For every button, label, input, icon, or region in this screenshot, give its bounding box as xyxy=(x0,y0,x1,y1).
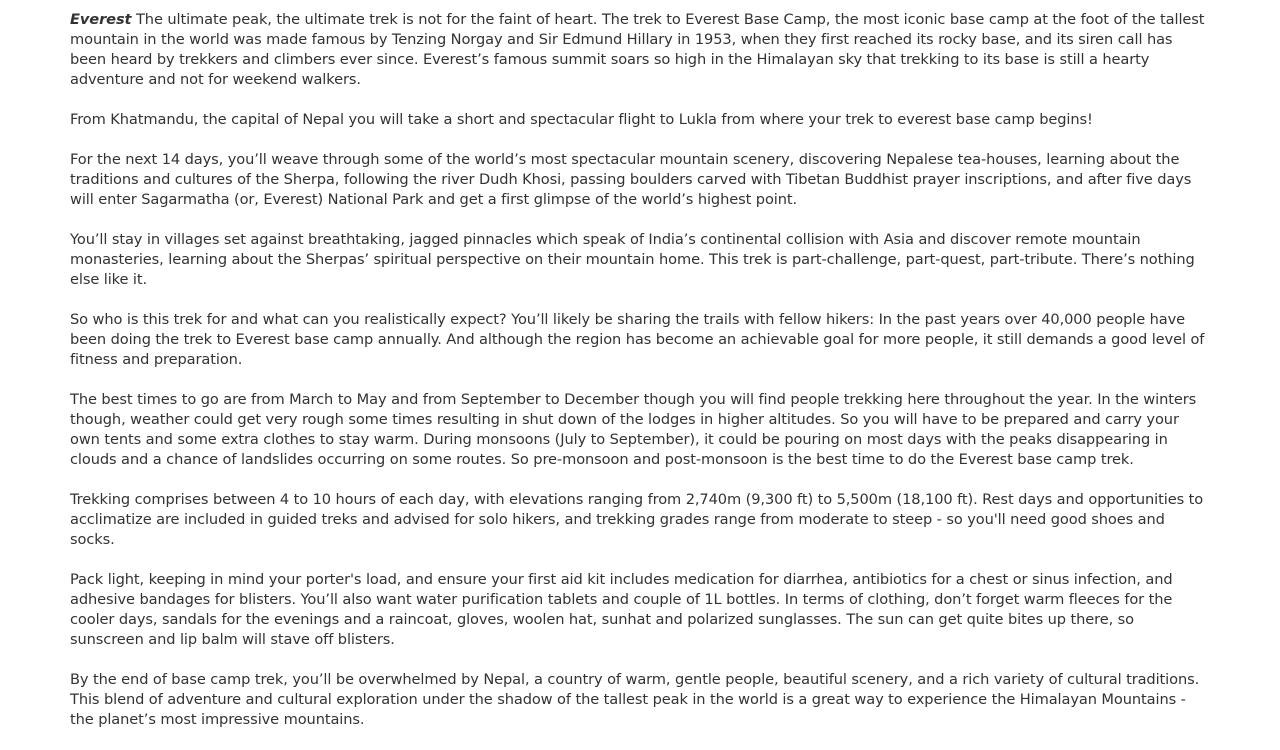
paragraph-trekking-hours: Trekking comprises between 4 to 10 hours of each day, with elevations ranging from 2,740m (9,300 ft) to 5,500m (18,100 ft). Rest days and opportunities to acclimatize are included in guided treks and advised for solo hikers, and trekking grades range from moderate to steep - so you'll need good shoes and socks. xyxy=(70,491,1204,548)
paragraph-flight: From Khatmandu, the capital of Nepal you will take a short and spectacular flight to Lukla from where your trek to everest base camp begins! xyxy=(70,111,1093,128)
intro-text: The ultimate peak, the ultimate trek is not for the faint of heart. The trek to Everest Base Camp, the most iconic base camp at the foot of the tallest mountain in the world was made famous by Tenzing Norgay and Sir Edmund Hillary in 1953, when they first reached its rocky base, and its siren call has been heard by trekkers and climbers ever since. Everest’s famous summit soars so high in the Himalayan sky that trekking to its base is still a hearty adventure and not for weekend walkers. xyxy=(70,11,1205,88)
paragraph-best-times: The best times to go are from March to May and from September to December though you will find people trekking here throughout the year. In the winters though, weather could get very rough some times resulting in shut down of the lodges in higher altitudes. So you will have to be prepared and carry your own tents and some extra clothes to stay warm. During monsoons (July to September), it could be pouring on most days with the peaks disappearing in clouds and a chance of landslides occurring on some routes. So pre-monsoon and post-monsoon is the best time to do the Everest base camp trek. xyxy=(70,391,1197,468)
paragraph-villages: You’ll stay in villages set against breathtaking, jagged pinnacles which speak of India’s continental collision with Asia and discover remote mountain monasteries, learning about the Sherpas’ spiritual perspective on their mountain home. This trek is part-challenge, part-quest, part-tribute. There’s nothing else like it. xyxy=(70,231,1195,288)
intro-paragraph xyxy=(70,10,1210,90)
article-body xyxy=(70,10,1210,750)
paragraph-who: So who is this trek for and what can you realistically expect? You’ll likely be sharing the trails with fellow hikers: In the past years over 40,000 people have been doing the trek to Everest base camp annually. And although the region has become an achievable goal for more people, it still demands a good level of fitness and preparation. xyxy=(70,311,1205,368)
paragraph-conclusion: By the end of base camp trek, you’ll be overwhelmed by Nepal, a country of warm, gentle people, beautiful scenery, and a rich variety of cultural traditions. This blend of adventure and cultural exploration under the shadow of the tallest peak in the world is a great way to experience the Himalayan Mountains - the planet’s most impressive mountains. xyxy=(70,671,1200,728)
paragraph-packing: Pack light, keeping in mind your porter's load, and ensure your first aid kit includes medication for diarrhea, antibiotics for a chest or sinus infection, and adhesive bandages for blisters. You’ll also want water purification tablets and couple of 1L bottles. In terms of clothing, don’t forget warm fleeces for the cooler days, sandals for the evenings and a raincoat, gloves, woolen hat, sunhat and polarized sunglasses. The sun can get quite bites up there, so sunscreen and lip balm will stave off blisters. xyxy=(70,571,1173,648)
paragraph-scenery: For the next 14 days, you’ll weave through some of the world’s most spectacular mountain scenery, discovering Nepalese tea-houses, learning about the traditions and cultures of the Sherpa, following the river Dudh Khosi, passing boulders carved with Tibetan Buddhist prayer inscriptions, and after five days will enter Sagarmatha (or, Everest) National Park and get a first glimpse of the world’s highest point. xyxy=(70,151,1192,208)
lead-term: Everest xyxy=(70,11,132,28)
